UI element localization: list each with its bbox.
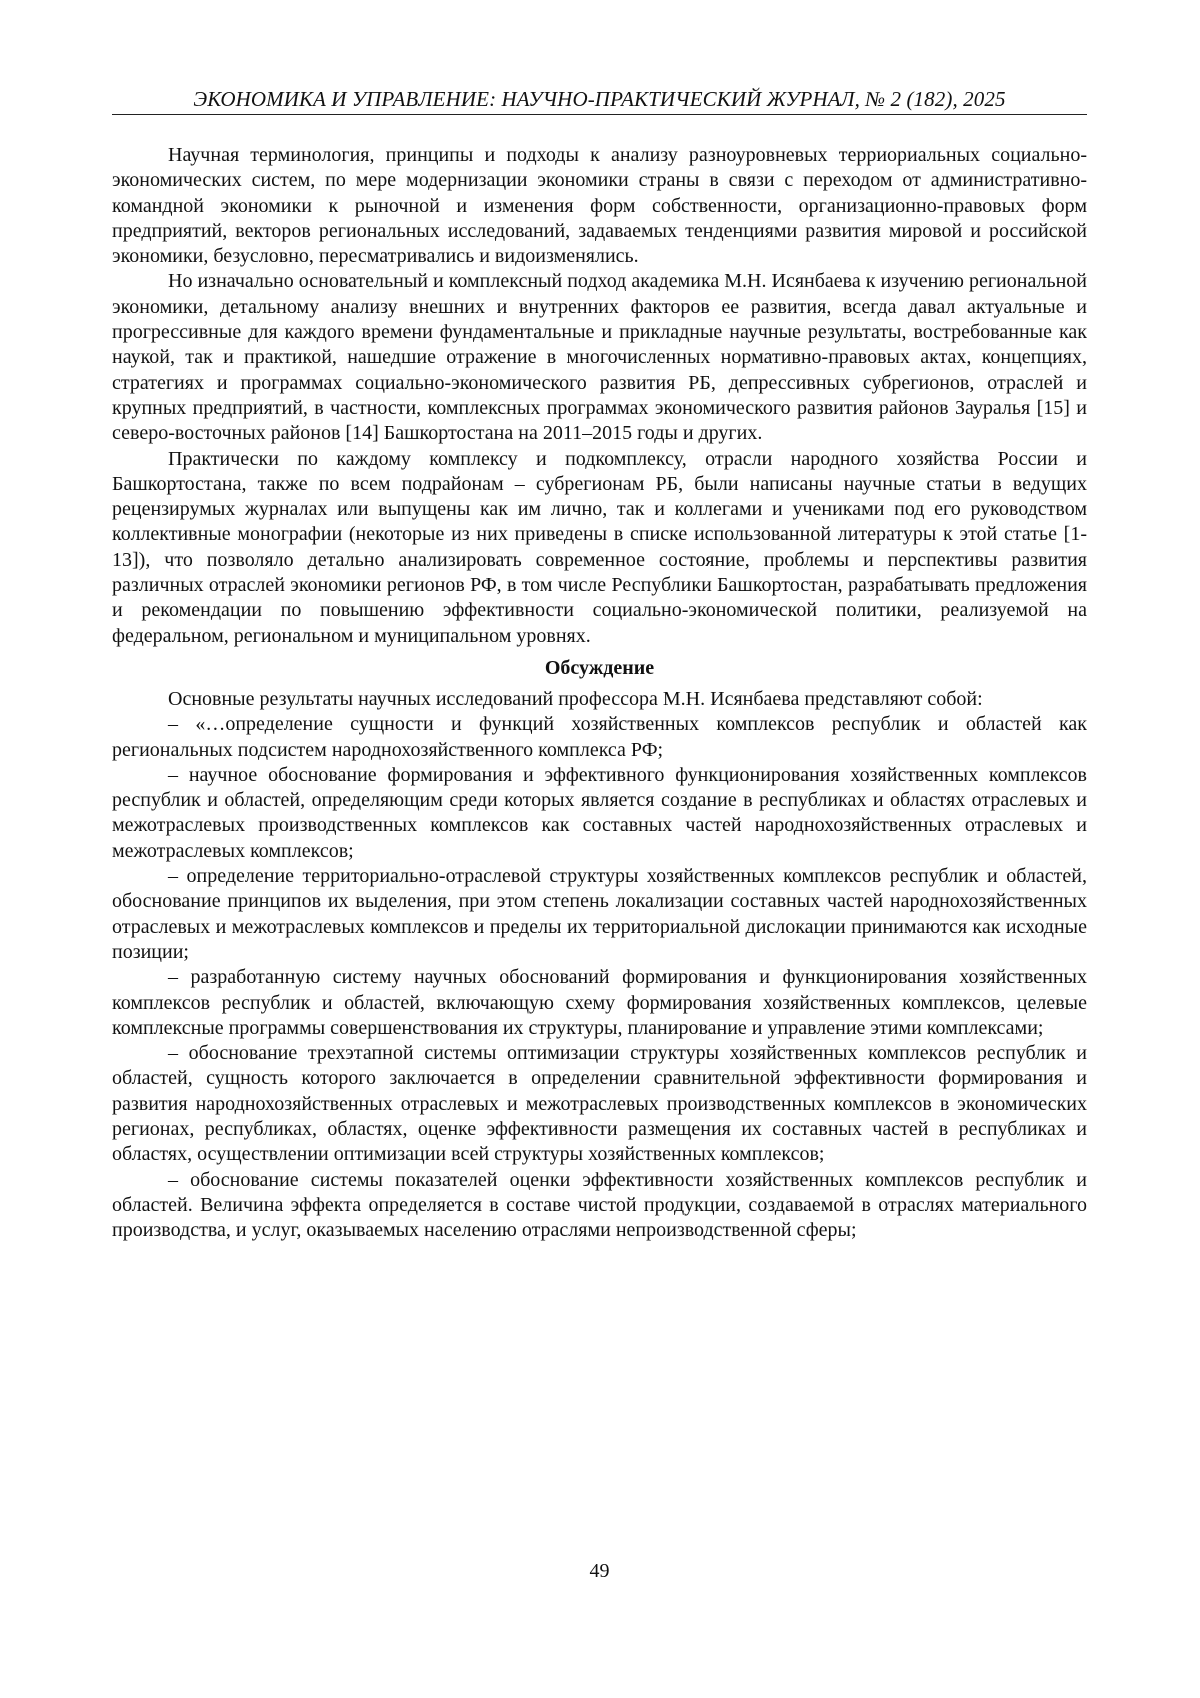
paragraph-terminology: Научная терминология, принципы и подходы к анализу разноуровневых терриориальных социально-экономических систем, по мере модернизации экономики страны в связи с переходом от административно-командной экономики к рыночной и изменения форм собственности, организационно-правовых форм предприятий, векторов региональных исследований, задаваемых тенденциями развития мировой и российской экономики, безусловно, пересматривались и видоизменялись. — [112, 143, 1087, 269]
list-item: – научное обоснование формирования и эффективного функционирования хозяйственных комплексов республик и областей, определяющим среди которых является создание в респуб­ликах и областях отраслевых и межотраслевых производственных комплексов как составных частей народнохозяйственных отраслевых и межотраслевых комплексов; — [112, 763, 1087, 864]
list-item: – обоснование трехэтапной системы оптимизации структуры хозяйственных комплексов республик и областей, сущность которого заключается в определении сравнительной эффек­тивности формирования и развития народнохозяйственных отраслевых и межотраслевых про­изводственных комплексов в экономических регионах, республиках, областях, оценке эффек­тивности размещения их составных частей в республиках и областях, осуществлении оптими­зации всей структуры хозяйственных комплексов; — [112, 1041, 1087, 1167]
list-item: – определение территориально-отраслевой структуры хозяйственных комплексов респуб­лик и областей, обоснование принципов их выделения, при этом степень локализации состав­ных частей народнохозяйственных отраслевых и межотраслевых комплексов и пределы их тер­риториальной дислокации принимаются как исходные позиции; — [112, 864, 1087, 965]
list-item: – обоснование системы показателей оценки эффективности хозяйственных комплексов республик и областей. Величина эффекта определяется в составе чистой продукции, создавае­мой в отраслях материального производства, и услуг, оказываемых населению отраслями не­производственной сферы; — [112, 1168, 1087, 1244]
section-heading-discussion: Обсуждение — [112, 655, 1087, 681]
journal-page — [0, 0, 1200, 1698]
header-rule — [112, 114, 1087, 115]
list-item: – «…определение сущности и функций хозяйственных комплексов республик и областей как региональных подсистем народнохозяйственного комплекса РФ; — [112, 712, 1087, 763]
list-item: – разработанную систему научных обоснований формирования и функционирования хо­зяйственных комплексов республик и областей, включающую схему формирования хозяй­ственных комплексов, целевые комплексные программы совершенствования их структуры, планирование и управление этими комплексами; — [112, 965, 1087, 1041]
paragraph-complexes: Практически по каждому комплексу и подкомплексу, отрасли народного хозяйства России и Башкортостана, также по всем подрайонам – субрегионам РБ, были написаны научные статьи в ведущих рецензирумых журналах или выпущены как им лично, так и коллегами и учениками под его руководством коллективные монографии (некоторые из них приведены в списке ис­пользованной литературы к этой статье [1-13]), что позволяло детально анализировать совре­менное состояние, проблемы и перспективы развития различных отраслей экономики регионов РФ, в том числе Республики Башкортостан, разрабатывать предложения и рекомендации по по­вышению эффективности социально-экономической политики, реализуемой на федеральном, региональном и муниципальном уровнях. — [112, 447, 1087, 649]
discussion-intro: Основные результаты научных исследований профессора М.Н. Исянбаева представляют собой: — [112, 687, 1087, 712]
running-header: ЭКОНОМИКА И УПРАВЛЕНИЕ: НАУЧНО-ПРАКТИЧЕСКИЙ ЖУРНАЛ, № 2 (182), 2025 — [112, 86, 1087, 112]
paragraph-approach: Но изначально основательный и комплексный подход академика М.Н. Исянбаева к изучению региональной экономики, детальному анализу внешних и внутренних факторов ее развития, всегда давал актуальные и прогрессивные для каждого времени фундаментальные и прикладные научные результаты, востребованные как наукой, так и практикой, нашедшие отражение в многочисленных нормативно-правовых актах, концепциях, стратегиях и программах социально-экономического развития РБ, депрессивных субрегионов, отраслей и крупных предприятий, в частности, комплексных программах экономического развития райо­нов Зауралья [15] и северо-восточных районов [14] Башкортостана на 2011–2015 годы и других. — [112, 269, 1087, 446]
page-number: 49 — [112, 1559, 1087, 1583]
article-body — [112, 143, 1087, 1243]
